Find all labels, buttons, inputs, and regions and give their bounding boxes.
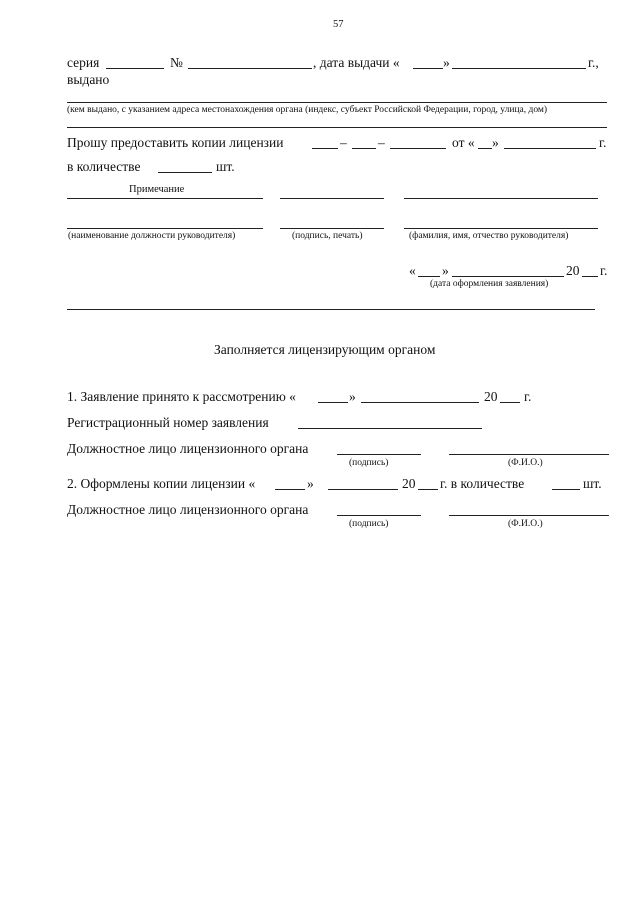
official2-fio-field[interactable] — [449, 515, 609, 516]
request-text: Прошу предоставить копии лицензии — [67, 135, 284, 150]
position-field[interactable] — [67, 228, 263, 229]
official-label: Должностное лицо лицензионного органа — [67, 441, 309, 456]
note-label: Примечание — [129, 184, 185, 195]
item1-year-suffix: г. — [524, 389, 532, 404]
authority-heading: Заполняется лицензирующим органом — [214, 342, 436, 357]
issue-month-year-field[interactable] — [452, 68, 586, 69]
from-quote: » — [492, 135, 499, 150]
item1-year-prefix: 20 — [484, 389, 498, 404]
from-day-field[interactable] — [478, 148, 492, 149]
app-year-field[interactable] — [582, 276, 598, 277]
issuer-hint: (кем выдано, с указанием адреса местонахождения органа (индекс, субъект Российской Федерации, город, улица, дом) — [67, 105, 548, 115]
separator-line — [67, 309, 595, 310]
app-day-field[interactable] — [418, 276, 440, 277]
issue-day-field[interactable] — [413, 68, 443, 69]
official2-label: Должностное лицо лицензионного органа — [67, 502, 309, 517]
license-part-2[interactable] — [352, 148, 376, 149]
official-fio-hint: (Ф.И.О.) — [508, 458, 543, 468]
issuer-field[interactable] — [67, 102, 607, 103]
series-label: серия — [67, 55, 100, 70]
from-label: от « — [452, 135, 475, 150]
quantity-unit: шт. — [216, 159, 235, 174]
dash-2: – — [378, 135, 385, 150]
item2-year-suffix: г. в количестве — [440, 476, 525, 491]
app-month-field[interactable] — [452, 276, 564, 277]
official-signature-hint: (подпись) — [349, 458, 389, 468]
position-hint: (наименование должности руководителя) — [68, 231, 236, 241]
item1-year-field[interactable] — [500, 402, 520, 403]
official-signature-field[interactable] — [337, 454, 421, 455]
item2-unit: шт. — [583, 476, 602, 491]
app-date-open: « — [409, 263, 416, 278]
item1-day-field[interactable] — [318, 402, 348, 403]
from-month-year-field[interactable] — [504, 148, 596, 149]
issuer-field-2[interactable] — [67, 127, 607, 128]
issue-year-suffix: г., — [588, 55, 599, 70]
series-field[interactable] — [106, 68, 164, 69]
note-field[interactable] — [67, 198, 263, 199]
item1-month-field[interactable] — [361, 402, 479, 403]
note-field-2[interactable] — [280, 198, 384, 199]
item1-close: » — [349, 389, 356, 404]
quantity-label: в количестве — [67, 159, 141, 174]
item2-label: 2. Оформлены копии лицензии « — [67, 476, 256, 491]
reg-number-field[interactable] — [298, 428, 482, 429]
item1-label: 1. Заявление принято к рассмотрению « — [67, 389, 296, 404]
item2-year-field[interactable] — [418, 489, 438, 490]
item2-close: » — [307, 476, 314, 491]
note-field-3[interactable] — [404, 198, 598, 199]
license-part-3[interactable] — [390, 148, 446, 149]
dash-1: – — [340, 135, 347, 150]
official2-fio-hint: (Ф.И.О.) — [508, 519, 543, 529]
app-year-prefix: 20 — [566, 263, 580, 278]
official2-signature-field[interactable] — [337, 515, 421, 516]
app-date-close: » — [442, 263, 449, 278]
item2-month-field[interactable] — [328, 489, 398, 490]
official2-signature-hint: (подпись) — [349, 519, 389, 529]
issued-label: выдано — [67, 72, 110, 87]
item2-year-prefix: 20 — [402, 476, 416, 491]
number-label: № — [170, 55, 183, 70]
request-year-suffix: г. — [599, 135, 607, 150]
quantity-field[interactable] — [158, 172, 212, 173]
issue-date-label: , дата выдачи « — [313, 55, 400, 70]
item2-day-field[interactable] — [275, 489, 305, 490]
app-year-suffix: г. — [600, 263, 608, 278]
name-hint: (фамилия, имя, отчество руководителя) — [409, 231, 569, 241]
name-field[interactable] — [404, 228, 598, 229]
page-number: 57 — [333, 19, 344, 30]
number-field[interactable] — [188, 68, 312, 69]
license-part-1[interactable] — [312, 148, 338, 149]
signature-hint: (подпись, печать) — [292, 231, 363, 241]
issue-date-quote: » — [443, 55, 450, 70]
app-date-hint: (дата оформления заявления) — [430, 279, 549, 289]
official-fio-field[interactable] — [449, 454, 609, 455]
reg-number-label: Регистрационный номер заявления — [67, 415, 269, 430]
signature-field[interactable] — [280, 228, 384, 229]
item2-quantity-field[interactable] — [552, 489, 580, 490]
